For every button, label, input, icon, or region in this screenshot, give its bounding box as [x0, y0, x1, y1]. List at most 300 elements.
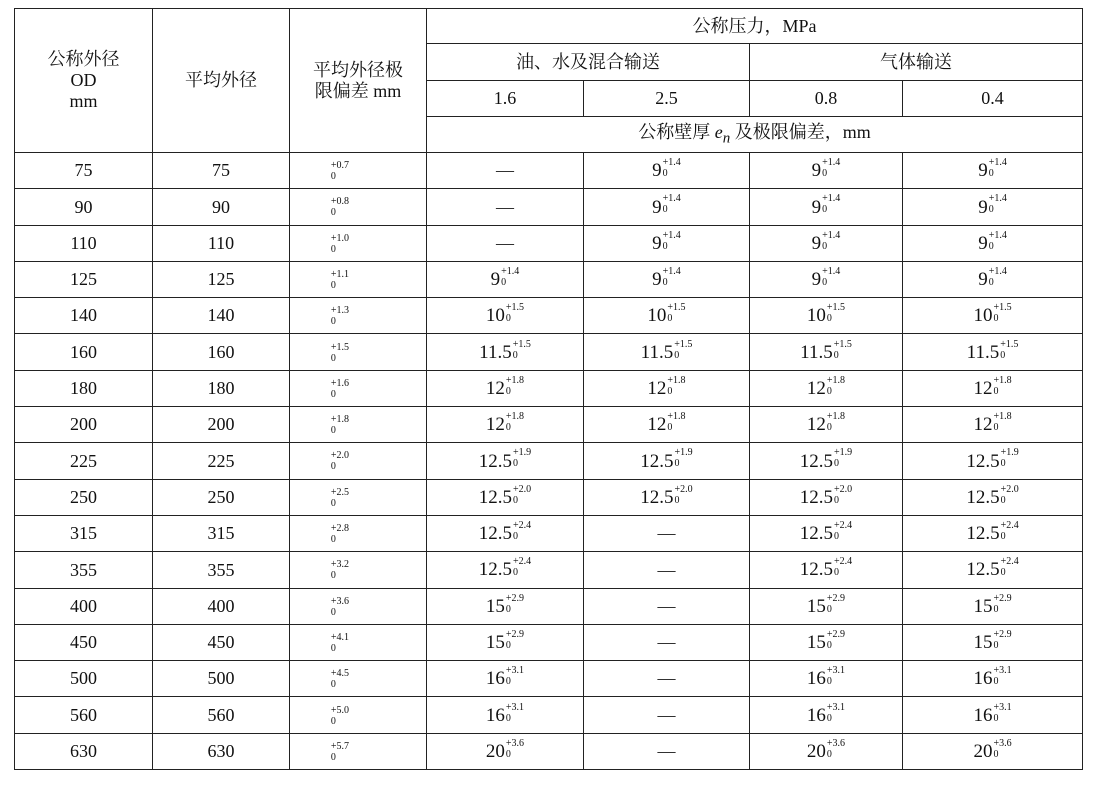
wall-value [799, 483, 853, 508]
wall-base: 10 [806, 305, 826, 327]
wall-limit-lower: 0 [674, 458, 680, 470]
wall-limit-stack [822, 193, 840, 215]
header-tol-line-2: 限偏差 mm [314, 80, 402, 101]
wall-limit-upper: +1.5 [1000, 338, 1019, 350]
wall-base: 12 [806, 414, 826, 436]
wall-limit-lower: 0 [993, 676, 999, 688]
cell-wall-thickness [584, 552, 750, 588]
wall-base: 12 [485, 414, 505, 436]
not-applicable-dash: — [657, 668, 676, 689]
cell-mean-od: 90 [153, 189, 290, 225]
cell-wall-thickness [584, 624, 750, 660]
wall-limit-stack [513, 556, 531, 578]
wall-limit-stack [834, 556, 852, 578]
wall-base: 10 [973, 305, 993, 327]
wall-limit-lower: 0 [662, 204, 668, 216]
cell-wall-thickness [750, 588, 903, 624]
wall-limit-stack [663, 157, 681, 179]
wall-limit-lower: 0 [505, 385, 511, 397]
cell-nominal-od: 400 [15, 588, 153, 624]
tolerance-stack [331, 632, 349, 654]
cell-wall-thickness [903, 370, 1083, 406]
cell-wall-thickness [750, 479, 903, 515]
wall-limit-upper: +1.5 [667, 302, 686, 314]
wall-limit-stack [827, 375, 845, 397]
cell-wall-thickness [584, 515, 750, 551]
wall-value [485, 374, 525, 399]
tolerance-stack [331, 705, 349, 727]
table-row [15, 153, 1083, 189]
wall-limit-lower: 0 [826, 313, 832, 325]
wall-value [973, 665, 1012, 690]
wall-base: 9 [652, 160, 662, 182]
cell-mean-od-tolerance [290, 153, 427, 189]
wall-value [485, 592, 525, 617]
wall-limit-stack [663, 193, 681, 215]
wall-limit-upper: +1.9 [513, 447, 532, 459]
wall-base: 12.5 [799, 559, 834, 581]
wall-value [478, 447, 532, 472]
wall-base: 9 [652, 196, 662, 218]
cell-nominal-od: 110 [15, 225, 153, 261]
wall-base: 15 [973, 595, 993, 617]
wall-value [966, 520, 1019, 545]
wall-limit-upper: +2.0 [674, 483, 693, 495]
tolerance-stack [331, 450, 349, 472]
tolerance-upper: +1.0 [330, 232, 350, 244]
wall-value [647, 374, 686, 399]
wall-limit-lower: 0 [822, 168, 828, 180]
wall-value [652, 229, 681, 254]
cell-mean-od-tolerance [290, 479, 427, 515]
wall-limit-lower: 0 [826, 748, 832, 760]
cell-wall-thickness [750, 189, 903, 225]
wall-limit-upper: +1.4 [662, 193, 681, 205]
wall-limit-lower: 0 [674, 494, 680, 506]
wall-limit-lower: 0 [667, 422, 673, 434]
wall-base: 16 [485, 704, 505, 726]
tolerance-upper: +0.7 [330, 160, 350, 172]
cell-wall-thickness [584, 189, 750, 225]
wall-limit-stack [667, 411, 685, 433]
cell-wall-thickness [427, 697, 584, 733]
wall-base: 20 [973, 740, 993, 762]
wall-limit-lower: 0 [834, 567, 840, 579]
wall-limit-lower: 0 [501, 276, 507, 288]
wall-limit-upper: +1.9 [1000, 447, 1019, 459]
cell-wall-thickness [584, 407, 750, 443]
wall-value [485, 411, 525, 436]
wall-base: 9 [978, 232, 988, 254]
wall-value [973, 374, 1012, 399]
wall-base: 12 [973, 377, 993, 399]
cell-mean-od: 400 [153, 588, 290, 624]
header-wall-sub: n [722, 130, 731, 147]
cell-wall-thickness [750, 334, 903, 370]
wall-base: 16 [485, 668, 505, 690]
cell-wall-thickness [903, 733, 1083, 769]
cell-nominal-od: 500 [15, 661, 153, 697]
table-row [15, 334, 1083, 370]
cell-nominal-od: 450 [15, 624, 153, 660]
cell-wall-thickness [584, 733, 750, 769]
cell-wall-thickness [584, 443, 750, 479]
cell-wall-thickness [427, 334, 584, 370]
wall-value [652, 193, 681, 218]
not-applicable-dash: — [496, 196, 514, 217]
wall-limit-lower: 0 [993, 603, 999, 615]
wall-limit-upper: +2.4 [834, 520, 853, 532]
tolerance-upper: +5.0 [330, 704, 350, 716]
tolerance-upper: +0.8 [330, 196, 350, 208]
table-body [15, 9, 1083, 770]
tolerance-upper: +2.0 [330, 450, 350, 462]
wall-limit-stack [993, 738, 1011, 760]
cell-mean-od-tolerance [290, 661, 427, 697]
header-gas-label: 气体输送 [880, 51, 952, 72]
wall-base: 16 [973, 668, 993, 690]
cell-wall-thickness [750, 624, 903, 660]
wall-value [647, 411, 686, 436]
wall-limit-lower: 0 [1000, 567, 1006, 579]
wall-limit-upper: +1.4 [501, 265, 520, 277]
cell-wall-thickness [427, 298, 584, 334]
wall-limit-lower: 0 [822, 276, 828, 288]
wall-limit-lower: 0 [513, 531, 519, 543]
wall-limit-upper: +1.8 [505, 374, 525, 386]
wall-limit-lower: 0 [826, 422, 832, 434]
cell-mean-od: 450 [153, 624, 290, 660]
wall-limit-lower: 0 [826, 639, 832, 651]
wall-base: 9 [652, 269, 662, 291]
cell-mean-od-tolerance [290, 515, 427, 551]
cell-nominal-od: 160 [15, 334, 153, 370]
header-gas [750, 44, 1083, 81]
header-wall-var: e [714, 121, 723, 142]
tolerance-stack [331, 559, 349, 581]
cell-mean-od: 315 [153, 515, 290, 551]
header-od-line-2: OD [70, 70, 97, 91]
wall-limit-lower: 0 [822, 204, 828, 216]
wall-value [640, 447, 693, 472]
wall-limit-stack [1001, 484, 1019, 506]
cell-wall-thickness [750, 515, 903, 551]
not-applicable-dash: — [657, 741, 676, 762]
tolerance-upper: +3.6 [330, 595, 350, 607]
tolerance-lower: 0 [330, 570, 336, 582]
wall-limit-upper: +1.9 [674, 447, 693, 459]
wall-value [799, 520, 853, 545]
wall-limit-upper: +1.4 [662, 229, 681, 241]
wall-limit-upper: +1.4 [822, 157, 841, 169]
header-pressure-4: 0.4 [903, 81, 1083, 117]
wall-value [806, 374, 846, 399]
tolerance-upper: +4.5 [330, 668, 350, 680]
wall-base: 12 [647, 377, 667, 399]
cell-wall-thickness [903, 261, 1083, 297]
cell-wall-thickness [427, 153, 584, 189]
wall-limit-lower: 0 [662, 276, 668, 288]
header-mean-od-label: 平均外径 [185, 70, 257, 91]
tolerance-stack [331, 160, 349, 182]
wall-limit-upper: +1.8 [993, 411, 1012, 423]
tolerance-upper: +1.6 [330, 377, 350, 389]
table-row [15, 697, 1083, 733]
wall-limit-stack [513, 484, 531, 506]
wall-limit-lower: 0 [512, 349, 518, 361]
wall-base: 12.5 [640, 486, 674, 508]
wall-limit-stack [667, 375, 685, 397]
wall-limit-stack [506, 629, 524, 651]
wall-base: 9 [811, 232, 822, 254]
cell-wall-thickness [750, 298, 903, 334]
wall-value [966, 483, 1019, 508]
wall-value [640, 483, 693, 508]
wall-limit-upper: +2.9 [505, 592, 525, 604]
wall-value [806, 411, 846, 436]
wall-limit-stack [675, 447, 693, 469]
wall-base: 9 [811, 269, 822, 291]
wall-value [978, 193, 1007, 218]
wall-base: 16 [806, 668, 826, 690]
wall-base: 12.5 [799, 450, 834, 472]
wall-limit-upper: +1.9 [834, 447, 853, 459]
wall-base: 12.5 [799, 486, 834, 508]
wall-limit-lower: 0 [662, 168, 668, 180]
wall-value [485, 737, 525, 762]
wall-limit-lower: 0 [1000, 494, 1006, 506]
cell-mean-od-tolerance [290, 370, 427, 406]
wall-limit-upper: +3.1 [826, 701, 846, 713]
table-row [15, 298, 1083, 334]
cell-mean-od: 355 [153, 552, 290, 588]
cell-wall-thickness [903, 225, 1083, 261]
tolerance-lower: 0 [330, 461, 336, 473]
cell-wall-thickness [584, 298, 750, 334]
wall-limit-upper: +1.5 [993, 302, 1012, 314]
cell-nominal-od: 90 [15, 189, 153, 225]
wall-limit-upper: +2.9 [993, 592, 1012, 604]
tolerance-lower: 0 [330, 388, 336, 400]
wall-limit-upper: +1.8 [667, 411, 686, 423]
wall-limit-lower: 0 [505, 748, 511, 760]
wall-value [490, 265, 520, 291]
pipe-spec-table [14, 8, 1083, 770]
tolerance-upper: +2.8 [330, 523, 350, 535]
cell-wall-thickness [750, 225, 903, 261]
wall-limit-upper: +1.4 [988, 193, 1007, 205]
wall-base: 9 [490, 269, 501, 291]
cell-wall-thickness [427, 225, 584, 261]
cell-mean-od-tolerance [290, 334, 427, 370]
wall-value [973, 302, 1012, 327]
not-applicable-dash: — [657, 632, 676, 653]
not-applicable-dash: — [657, 595, 676, 616]
wall-limit-lower: 0 [988, 168, 994, 180]
wall-value [479, 338, 531, 363]
wall-base: 15 [973, 632, 993, 654]
wall-limit-upper: +1.4 [988, 157, 1007, 169]
wall-base: 12.5 [478, 559, 513, 581]
wall-limit-stack [993, 702, 1011, 724]
header-wall-pre: 公称壁厚 [638, 121, 715, 142]
wall-limit-lower: 0 [988, 204, 994, 216]
cell-mean-od: 560 [153, 697, 290, 733]
wall-value [811, 229, 841, 254]
tolerance-lower: 0 [330, 352, 336, 364]
header-pressure-label: 公称压力，MPa [692, 15, 817, 36]
cell-wall-thickness [427, 624, 584, 660]
wall-value [806, 628, 846, 654]
wall-limit-stack [501, 266, 519, 288]
wall-value [652, 265, 681, 291]
wall-base: 11.5 [800, 341, 833, 363]
wall-value [806, 302, 846, 327]
wall-limit-stack [513, 520, 531, 542]
tolerance-lower: 0 [330, 715, 336, 727]
wall-value [973, 411, 1012, 436]
wall-limit-lower: 0 [513, 494, 519, 506]
wall-limit-lower: 0 [662, 240, 668, 252]
wall-limit-stack [822, 230, 840, 252]
cell-wall-thickness [750, 733, 903, 769]
wall-value [966, 556, 1019, 581]
tolerance-upper: +2.5 [330, 486, 350, 498]
cell-mean-od: 630 [153, 733, 290, 769]
cell-wall-thickness [903, 189, 1083, 225]
table-row [15, 225, 1083, 261]
wall-limit-lower: 0 [833, 349, 839, 361]
cell-mean-od: 75 [153, 153, 290, 189]
wall-limit-stack [506, 302, 524, 324]
wall-value [485, 701, 525, 726]
wall-base: 15 [485, 632, 505, 654]
wall-limit-lower: 0 [505, 676, 511, 688]
cell-mean-od: 180 [153, 370, 290, 406]
wall-limit-stack [993, 629, 1011, 651]
tolerance-lower: 0 [330, 207, 336, 219]
wall-limit-upper: +1.5 [826, 302, 846, 314]
wall-limit-lower: 0 [505, 603, 511, 615]
cell-nominal-od: 180 [15, 370, 153, 406]
wall-limit-stack [827, 629, 845, 651]
wall-limit-stack [993, 411, 1011, 433]
tolerance-stack [331, 414, 349, 436]
header-oil-water [427, 44, 750, 81]
wall-limit-upper: +2.4 [834, 556, 853, 568]
wall-limit-upper: +1.4 [822, 229, 841, 241]
table-row [15, 443, 1083, 479]
tolerance-stack [331, 233, 349, 255]
table-row [15, 733, 1083, 769]
tolerance-lower: 0 [330, 497, 336, 509]
cell-wall-thickness [427, 443, 584, 479]
cell-wall-thickness [750, 697, 903, 733]
cell-nominal-od: 140 [15, 298, 153, 334]
wall-limit-stack [993, 593, 1011, 615]
wall-base: 16 [806, 704, 826, 726]
cell-wall-thickness [750, 552, 903, 588]
wall-base: 9 [978, 160, 988, 182]
wall-limit-upper: +1.5 [512, 338, 531, 350]
header-pressure-2: 2.5 [584, 81, 750, 117]
tolerance-lower: 0 [330, 534, 336, 546]
table-row [15, 370, 1083, 406]
wall-limit-stack [834, 339, 852, 361]
cell-mean-od-tolerance [290, 624, 427, 660]
wall-limit-lower: 0 [834, 531, 840, 543]
wall-limit-stack [513, 447, 531, 469]
wall-value [806, 737, 846, 762]
wall-limit-stack [506, 411, 524, 433]
wall-value [478, 556, 532, 581]
wall-limit-stack [667, 302, 685, 324]
cell-mean-od: 125 [153, 261, 290, 297]
cell-wall-thickness [903, 334, 1083, 370]
cell-mean-od-tolerance [290, 552, 427, 588]
tolerance-stack [331, 378, 349, 400]
cell-mean-od-tolerance [290, 225, 427, 261]
cell-nominal-od: 75 [15, 153, 153, 189]
tolerance-stack [331, 487, 349, 509]
cell-wall-thickness [750, 370, 903, 406]
wall-limit-stack [1001, 520, 1019, 542]
cell-nominal-od: 250 [15, 479, 153, 515]
wall-limit-lower: 0 [993, 712, 999, 724]
cell-wall-thickness [903, 407, 1083, 443]
wall-base: 9 [811, 196, 822, 218]
wall-limit-upper: +1.8 [826, 411, 846, 423]
wall-limit-lower: 0 [513, 567, 519, 579]
wall-base: 12.5 [640, 450, 674, 472]
cell-wall-thickness [584, 588, 750, 624]
cell-mean-od-tolerance [290, 189, 427, 225]
cell-wall-thickness [584, 334, 750, 370]
wall-limit-upper: +3.1 [505, 701, 525, 713]
tolerance-upper: +5.7 [330, 740, 350, 752]
cell-mean-od: 225 [153, 443, 290, 479]
cell-nominal-od: 560 [15, 697, 153, 733]
header-mean-od [153, 9, 290, 153]
wall-limit-lower: 0 [988, 240, 994, 252]
wall-limit-stack [506, 375, 524, 397]
wall-limit-lower: 0 [505, 712, 511, 724]
wall-base: 15 [806, 632, 826, 654]
wall-base: 12 [647, 414, 667, 436]
wall-limit-stack [834, 484, 852, 506]
wall-value [966, 338, 1019, 363]
wall-limit-lower: 0 [993, 639, 999, 651]
wall-base: 9 [811, 160, 822, 182]
wall-limit-lower: 0 [988, 276, 994, 288]
wall-limit-upper: +1.4 [662, 265, 681, 277]
wall-value [811, 193, 841, 218]
cell-wall-thickness [750, 661, 903, 697]
cell-wall-thickness [427, 733, 584, 769]
wall-limit-upper: +3.1 [826, 665, 846, 677]
cell-wall-thickness [584, 661, 750, 697]
cell-wall-thickness [427, 479, 584, 515]
wall-value [973, 592, 1012, 617]
header-nominal-pressure [427, 9, 1083, 44]
cell-mean-od-tolerance [290, 443, 427, 479]
header-oil-water-label: 油、水及混合输送 [516, 51, 660, 72]
cell-wall-thickness [427, 661, 584, 697]
wall-limit-upper: +3.1 [993, 665, 1012, 677]
cell-wall-thickness [903, 443, 1083, 479]
cell-wall-thickness [427, 189, 584, 225]
wall-limit-upper: +1.5 [674, 338, 693, 350]
